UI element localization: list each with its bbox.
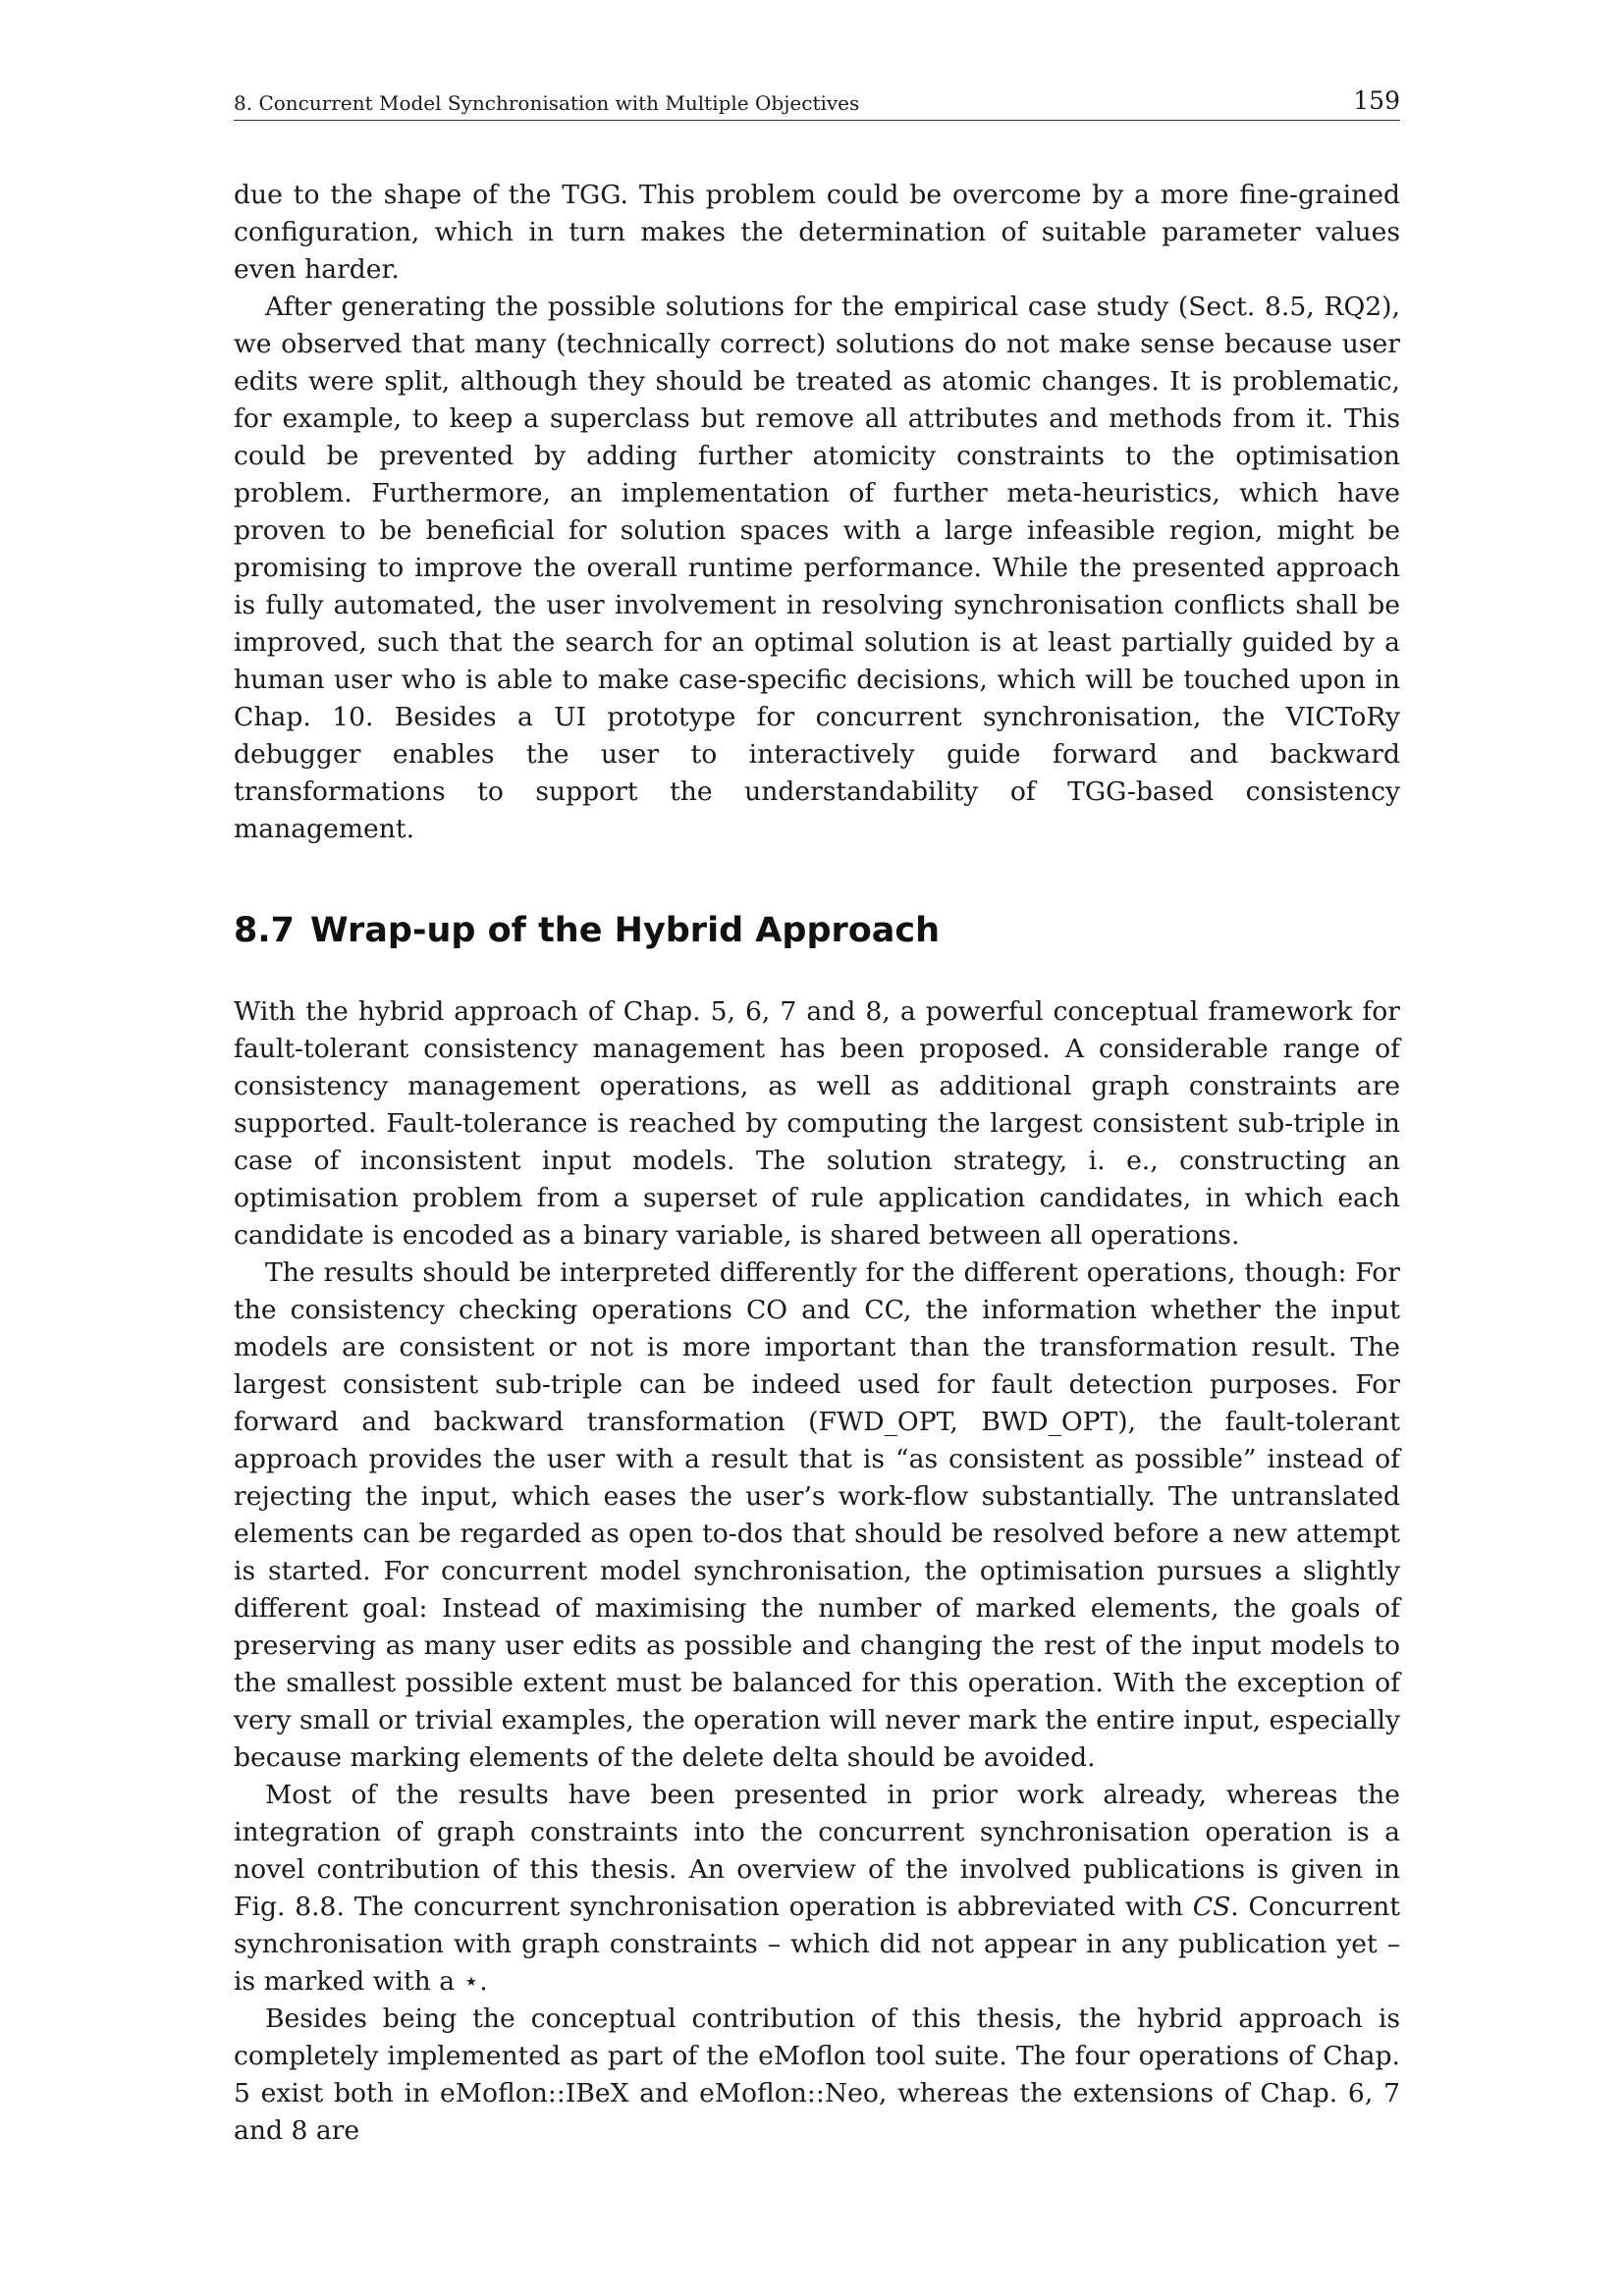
paragraph-text: . Concurrent synchronisation with graph constraints – which did not appear in any publication yet – is marked with a ⋆. (234, 1892, 1400, 1997)
paragraph (234, 1777, 1400, 2001)
paragraph: With the hybrid approach of Chap. 5, 6, 7 and 8, a powerful conceptual framework for fault-tolerant consistency management has been proposed. A considerable range of consistency management operations, as well as additional graph constraints are supported. Fault-tolerance is reached by computing the largest consistent sub-triple in case of inconsistent input models. The solution strategy, i. e., constructing an optimisation problem from a superset of rule application candidates, in which each candidate is encoded as a binary variable, is shared between all operations. (234, 996, 1400, 1251)
section-number: 8.7 (234, 911, 296, 950)
paragraph: The results should be interpreted differently for the different operations, though: For the consistency checking operations CO and CC, the information whether the input models are consistent or not is more important than the transformation result. The largest consistent sub-triple can be indeed used for fault detection purposes. For forward and backward transformation (FWD_OPT, BWD_OPT), the fault-tolerant approach provides the user with a result that is “as consistent as possible” instead of rejecting the input, which eases the user’s work-flow substantially. The untranslated elements can be regarded as open to-dos that should be resolved before a new attempt is started. For concurrent model synchronisation, the optimisation pursues a slightly different goal: Instead of maximising the number of marked elements, the goals of preserving as many user edits as possible and changing the rest of the input models to the smallest possible extent must be balanced for this operation. With the exception of very small or trivial examples, the operation will never mark the entire input, especially because marking elements of the delete delta should be avoided. (234, 1257, 1400, 1773)
body-text (234, 177, 1400, 2150)
page-number: 159 (1353, 86, 1400, 115)
running-header (234, 88, 1400, 121)
paragraph: After generating the possible solutions for the empirical case study (Sect. 8.5, RQ2), we observed that many (technically correct) solutions do not make sense because user edits were split, although they should be treated as atomic changes. It is problematic, for example, to keep a superclass but remove all attributes and methods from it. This could be prevented by adding further atomicity constraints to the optimisation problem. Furthermore, an implementation of further meta-heuristics, which have proven to be beneficial for solution spaces with a large infeasible region, might be promising to improve the overall runtime performance. While the presented approach is fully automated, the user involvement in resolving synchronisation conflicts shall be improved, such that the search for an optimal solution is at least partially guided by a human user who is able to make case-specific decisions, which will be touched upon in Chap. 10. Besides a UI prototype for concurrent synchronisation, the VICToRy debugger enables the user to interactively guide forward and backward transformations to support the understandability of TGG-based consistency management. (234, 292, 1400, 844)
paragraph-text: Most of the results have been presented in prior work already, whereas the integration of graph constraints into the concurrent synchronisation operation is a novel contribution of this thesis. An overview of the involved publications is given in Fig. 8.8. The concurrent synchronisation operation is abbreviated with (234, 1780, 1400, 1922)
section-heading (234, 909, 1400, 952)
section-title: Wrap-up of the Hybrid Approach (310, 911, 941, 950)
paragraph: due to the shape of the TGG. This problem could be overcome by a more fine-grained configuration, which in turn makes the determination of suitable parameter values even harder. (234, 180, 1400, 285)
running-header-chapter: 8. Concurrent Model Synchronisation with Multiple Objectives (234, 91, 860, 115)
abbreviation: CS (1192, 1892, 1231, 1922)
paragraph: Besides being the conceptual contribution of this thesis, the hybrid approach is completely implemented as part of the eMoflon tool suite. The four operations of Chap. 5 exist both in eMoflon::IBeX and eMoflon::Neo, whereas the extensions of Chap. 6, 7 and 8 are (234, 2003, 1400, 2146)
